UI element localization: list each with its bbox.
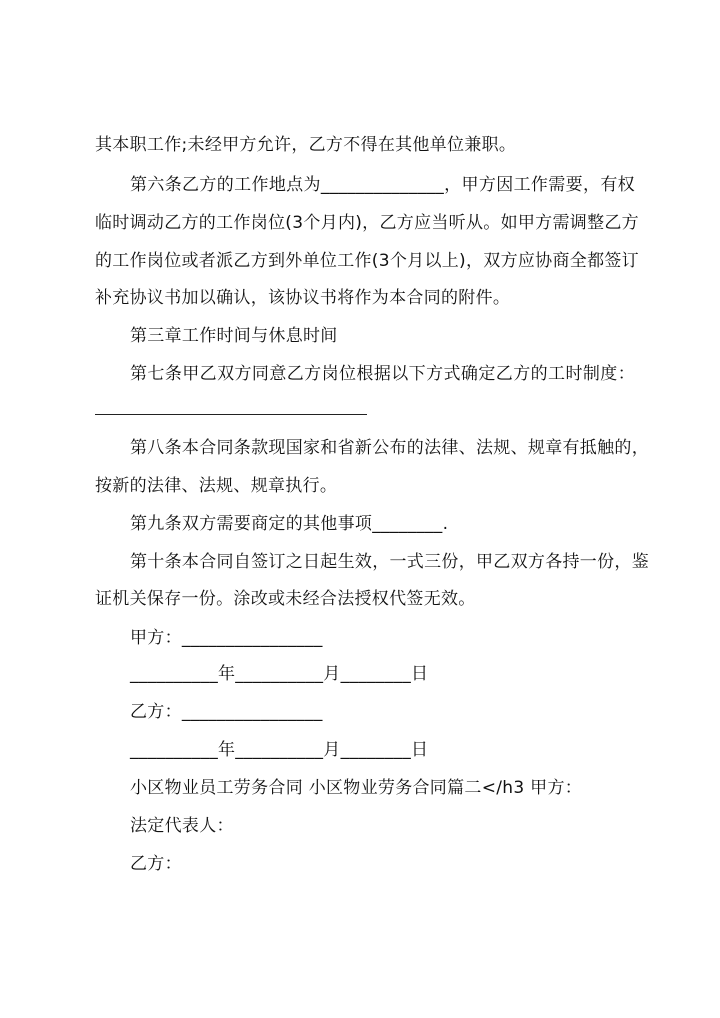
- paragraph-line: 按新的法律、法规、规章执行。: [95, 476, 338, 496]
- paragraph-line: 的工作岗位或者派乙方到外单位工作(3个月以上)，双方应协商全都签订: [95, 251, 639, 271]
- paragraph-line: 临时调动乙方的工作岗位(3个月内)，乙方应当听从。如甲方需调整乙方: [95, 213, 639, 233]
- paragraph-line: 证机关保存一份。涂改或未经合法授权代签无效。: [95, 589, 476, 609]
- article-10-line: 第十条本合同自签订之日起生效，一式三份，甲乙双方各持一份，鉴: [130, 552, 649, 572]
- article-8-line: 第八条本合同条款现国家和省新公布的法律、法规、规章有抵触的，: [130, 438, 649, 458]
- party-b-signature: 乙方：________________: [130, 702, 323, 722]
- party-a-date: __________年__________月________日: [130, 664, 429, 684]
- paragraph-line: 补充协议书加以确认，该协议书将作为本合同的附件。: [95, 288, 511, 308]
- chapter-heading: 第三章工作时间与休息时间: [130, 326, 338, 346]
- party-a-signature: 甲方：________________: [130, 628, 323, 648]
- next-contract-heading: 小区物业员工劳务合同 小区物业劳务合同篇二</h3 甲方：: [130, 778, 583, 798]
- party-b-date: __________年__________月________日: [130, 740, 429, 760]
- article-6-line: 第六条乙方的工作地点为______________，甲方因工作需要，有权: [130, 175, 635, 195]
- article-9-line: 第九条双方需要商定的其他事项________.: [130, 514, 449, 534]
- fill-in-blank-line: [95, 414, 367, 415]
- article-7-line: 第七条甲乙双方同意乙方岗位根据以下方式确定乙方的工时制度：: [130, 364, 635, 384]
- legal-representative-label: 法定代表人：: [130, 816, 234, 836]
- party-b-label: 乙方：: [130, 854, 182, 874]
- paragraph-line: 其本职工作;未经甲方允许，乙方不得在其他单位兼职。: [95, 135, 517, 155]
